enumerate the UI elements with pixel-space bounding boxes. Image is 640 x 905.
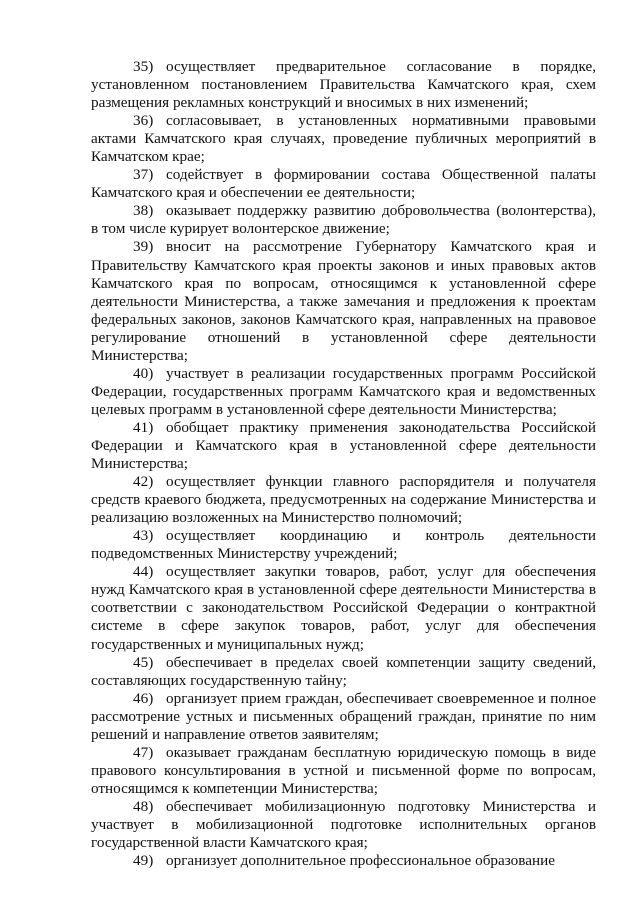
list-item [91, 365, 596, 419]
item-text: согласовывает, в установленных нормативными правовыми актами Камчатского края случаях, проведение публичных мероприятий в Камчатском крае; [91, 112, 596, 166]
list-item [91, 112, 596, 166]
item-number: 49) [133, 852, 154, 870]
item-text: оказывает поддержку развитию добровольчества (волонтерства), в том числе курирует волонтерское движение; [91, 202, 596, 238]
item-list [91, 58, 596, 870]
list-item [91, 798, 596, 852]
item-text: организует дополнительное профессиональное образование [166, 852, 555, 870]
item-number: 39) [133, 238, 154, 256]
item-text: осуществляет предварительное согласование в порядке, установленном постановлением Правительства Камчатского края, схем размещения рекламных конструкций и вносимых в них изменений; [91, 58, 596, 112]
item-text: организует прием граждан, обеспечивает своевременное и полное рассмотрение устных и письменных обращений граждан, принятие по ним решений и направление ответов заявителям; [91, 689, 596, 743]
item-number: 38) [133, 202, 154, 220]
item-text: обобщает практику применения законодательства Российской Федерации и Камчатского края в установленной сфере деятельности Министерства; [91, 418, 596, 473]
item-text: участвует в реализации государственных программ Российской Федерации, государственных программ Камчатского края и ведомственных целевых программ в установленной сфере деятельности Министерства; [91, 364, 596, 418]
item-number: 44) [133, 563, 154, 581]
item-text: обеспечивает в пределах своей компетенции защиту сведений, составляющих государственную тайну; [91, 653, 596, 689]
list-item [91, 202, 596, 238]
item-number: 43) [133, 527, 154, 545]
list-item [91, 238, 596, 364]
item-text: осуществляет закупки товаров, работ, услуг для обеспечения нужд Камчатского края в установленной сфере деятельности Министерства в соответствии с законодательством Российской Федерации о контрактной системе в сфере закупок товаров, работ, услуг для обеспечения государственных и муниципальных нужд; [91, 563, 596, 653]
item-number: 42) [133, 473, 154, 491]
item-text: содействует в формировании состава Общественной палаты Камчатского края и обеспечении ее деятельности; [91, 166, 596, 202]
item-number: 35) [133, 58, 154, 75]
list-item [91, 58, 596, 112]
list-item [91, 527, 596, 563]
item-text: осуществляет функции главного распорядителя и получателя средств краевого бюджета, предусмотренных на содержание Министерства и реализацию возложенных на Министерство полномочий; [91, 473, 596, 527]
item-text: обеспечивает мобилизационную подготовку Министерства и участвует в мобилизационной подготовке исполнительных органов государственной власти Камчатского края; [91, 797, 596, 852]
item-number: 45) [133, 653, 154, 671]
item-number: 47) [133, 743, 154, 761]
item-number: 36) [133, 112, 154, 130]
list-item [91, 166, 596, 202]
item-number: 46) [133, 689, 154, 707]
item-text: оказывает гражданам бесплатную юридическую помощь в виде правового консультирования в устной и письменной форме по вопросам, относящимся к компетенции Министерства; [91, 743, 596, 797]
item-number: 37) [133, 166, 154, 184]
item-number: 41) [133, 418, 154, 436]
list-item [91, 419, 596, 473]
list-item [91, 473, 596, 527]
list-item [91, 852, 596, 870]
list-item [91, 563, 596, 653]
list-item [91, 744, 596, 798]
list-item [91, 654, 596, 690]
item-number: 40) [133, 364, 154, 382]
item-text: вносит на рассмотрение Губернатору Камчатского края и Правительству Камчатского края проекты законов и иных правовых актов Камчатского края по вопросам, относящимся к установленной сфере деятельности Министерства, а также замечания и предложения к проектам федеральных законов, законов Камчатского края, направленных на правовое регулирование отношений в установленной сфере деятельности Министерства; [91, 238, 596, 364]
item-number: 48) [133, 797, 154, 815]
item-text: осуществляет координацию и контроль деятельности подведомственных Министерству учреждений; [91, 527, 596, 563]
list-item [91, 690, 596, 744]
